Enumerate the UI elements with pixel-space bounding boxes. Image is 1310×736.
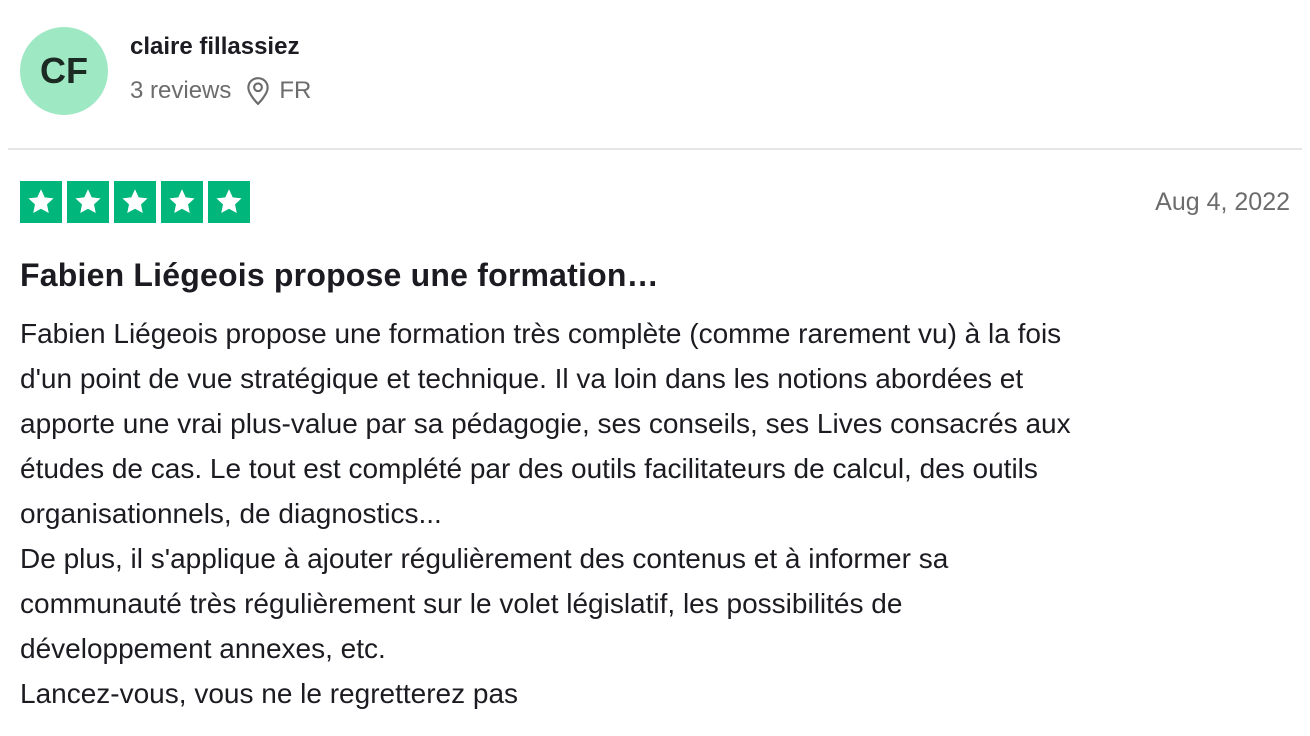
review-body-line: De plus, il s'applique à ajouter régulièrement des contenus et à informer sa bbox=[20, 543, 949, 574]
reviewer-name[interactable]: claire fillassiez bbox=[130, 33, 300, 60]
star-icon bbox=[208, 181, 250, 223]
reviewer-location-group bbox=[245, 76, 311, 106]
reviewer-info bbox=[130, 27, 311, 106]
avatar[interactable] bbox=[20, 27, 108, 115]
reviewer-header bbox=[20, 0, 1290, 115]
header-divider bbox=[8, 148, 1302, 150]
star-icon bbox=[114, 181, 156, 223]
reviewer-location: FR bbox=[279, 77, 312, 104]
review-body-line: organisationnels, de diagnostics... bbox=[20, 498, 442, 529]
review-body-line: d'un point de vue stratégique et technique. Il va loin dans les notions abordées et bbox=[20, 363, 1024, 394]
review-body-line: études de cas. Le tout est complété par des outils facilitateurs de calcul, des outils bbox=[20, 453, 1038, 484]
star-icon bbox=[161, 181, 203, 223]
review-body-line: Fabien Liégeois propose une formation très complète (comme rarement vu) à la fois bbox=[20, 318, 1062, 349]
reviewer-meta bbox=[130, 76, 311, 106]
rating-row bbox=[20, 181, 1290, 223]
review-body-line: apporte une vrai plus-value par sa pédagogie, ses conseils, ses Lives consacrés aux bbox=[20, 408, 1071, 439]
star-rating bbox=[20, 181, 250, 223]
review-body-line: Lancez-vous, vous ne le regretterez pas bbox=[20, 678, 519, 709]
avatar-initials: CF bbox=[40, 50, 88, 91]
reviewer-review-count[interactable]: 3 reviews bbox=[130, 77, 232, 104]
star-icon bbox=[20, 181, 62, 223]
star-icon bbox=[67, 181, 109, 223]
review-title: Fabien Liégeois propose une formation… bbox=[20, 257, 659, 293]
location-pin-icon bbox=[245, 76, 271, 106]
review-body-line: développement annexes, etc. bbox=[20, 633, 386, 664]
review-body bbox=[20, 311, 1290, 716]
review-body-line: communauté très régulièrement sur le volet législatif, les possibilités de bbox=[20, 588, 903, 619]
review-date: Aug 4, 2022 bbox=[1155, 187, 1290, 216]
